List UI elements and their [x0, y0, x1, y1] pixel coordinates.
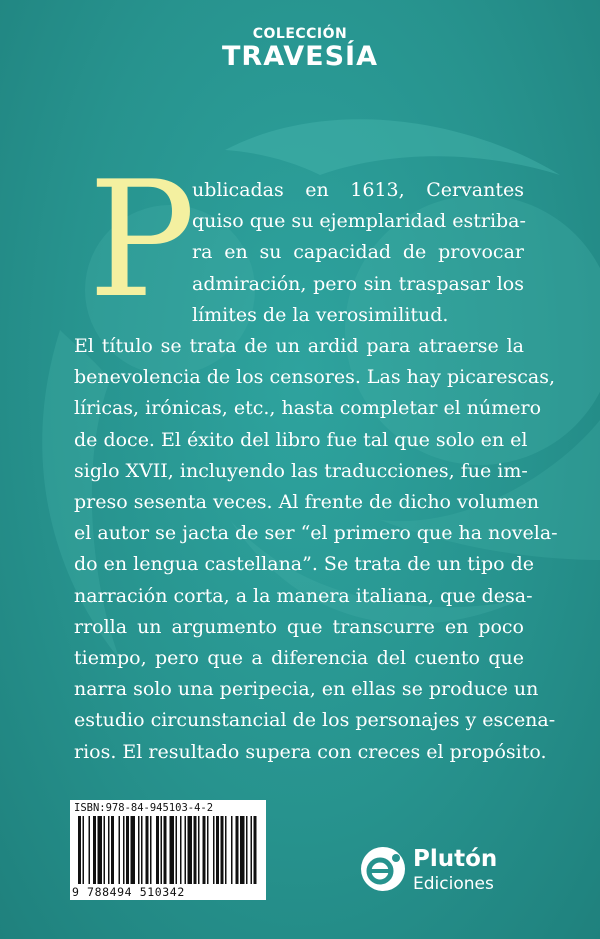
synopsis-line: estudio circunstancial de los personajes y escena- — [74, 709, 556, 732]
synopsis-line: rios. El resultado supera con creces el propósito. — [74, 740, 547, 763]
synopsis-line: el autor se jacta de ser “el primero que ha novela- — [74, 522, 558, 545]
publisher-name: Plutón — [413, 846, 498, 872]
synopsis-line: límites de la verosimilitud. — [192, 303, 449, 326]
collection-label: COLECCIÓN — [252, 26, 348, 42]
synopsis-line: narra solo una peripecia, en ellas se produce un — [74, 678, 539, 701]
synopsis-line: ra en su capacidad de provocar — [192, 241, 524, 264]
synopsis-text — [74, 175, 558, 768]
isbn-label: ISBN:978-84-945103-4-2 — [74, 802, 214, 814]
drop-cap: P — [88, 146, 196, 333]
synopsis-line: admiración, pero sin traspasar los — [192, 272, 524, 295]
publisher-subtitle: Ediciones — [413, 874, 494, 894]
synopsis-line: de doce. El éxito del libro fue tal que solo en el — [74, 428, 528, 451]
isbn-barcode — [70, 800, 266, 900]
synopsis-line: tiempo, pero que a diferencia del cuento que — [74, 647, 524, 670]
synopsis-line: El título se trata de un ardid para atraerse la — [74, 335, 524, 358]
synopsis-line: benevolencia de los censores. Las hay picarescas, — [74, 366, 556, 389]
barcode-bars — [78, 816, 258, 884]
synopsis-line: líricas, irónicas, etc., hasta completar el número — [74, 397, 542, 420]
synopsis-line: narración corta, a la manera italiana, que desa- — [74, 584, 533, 607]
pluton-logo-icon — [360, 846, 406, 892]
synopsis-line: quiso que su ejemplaridad estriba- — [192, 210, 526, 233]
collection-name: TRAVESÍA — [222, 41, 378, 72]
synopsis-line: do en lengua castellana”. Se trata de un tipo de — [74, 553, 534, 576]
synopsis-line: rrolla un argumento que transcurre en poco — [74, 615, 524, 638]
barcode-digits: 9 788494 510342 — [72, 885, 185, 899]
synopsis-line: preso sesenta veces. Al frente de dicho volumen — [74, 491, 540, 514]
collection-logo — [0, 26, 600, 72]
synopsis-line: ublicadas en 1613, Cervantes — [192, 179, 524, 201]
synopsis-line: siglo XVII, incluyendo las traducciones, fue im- — [74, 459, 528, 482]
